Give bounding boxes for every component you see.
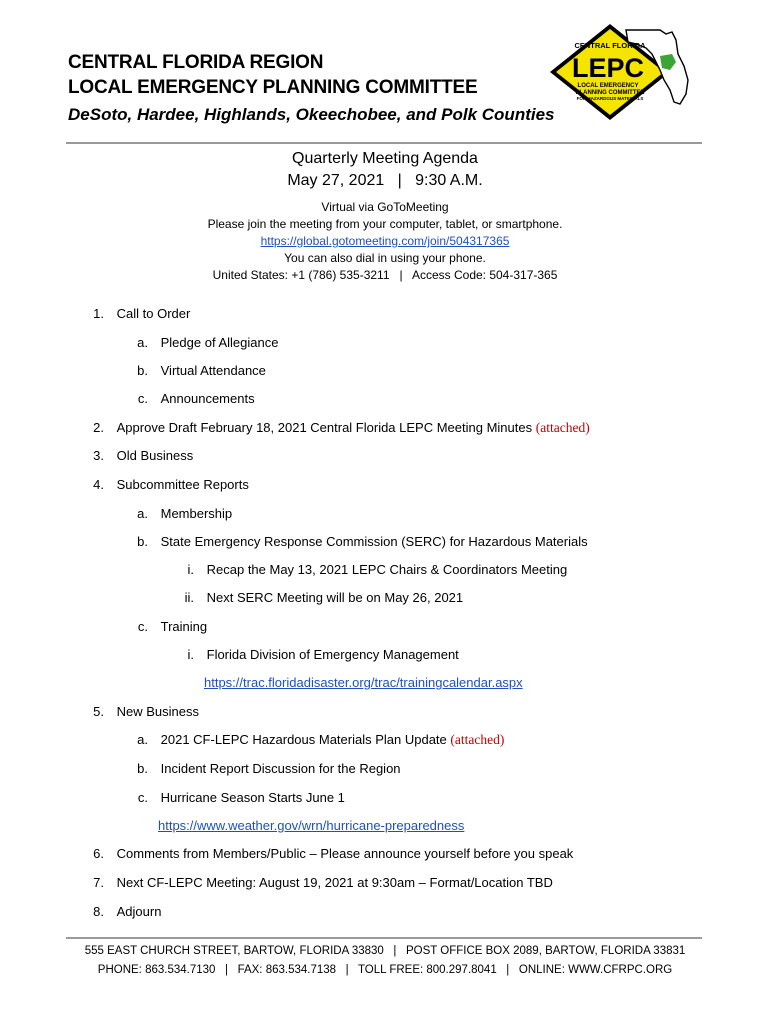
item-number: i. <box>187 562 194 577</box>
item-text: Florida Division of Emergency Management <box>206 647 459 662</box>
item-number: a. <box>137 506 148 521</box>
item-text: 2021 CF-LEPC Hazardous Materials Plan Update <box>160 732 447 747</box>
item-number: 2. <box>93 420 104 435</box>
item-text: Adjourn <box>116 904 162 919</box>
agenda-subitem-pledge <box>130 334 278 352</box>
item-text: Comments from Members/Public – Please announce yourself before you speak <box>116 846 574 861</box>
agenda-item-comments <box>86 845 573 863</box>
logo-sub-line2: PLANNING COMMITTEE <box>575 90 645 96</box>
footer-divider <box>66 937 702 939</box>
footer-contact: PHONE: 863.534.7130 | FAX: 863.534.7138 | TOLL FREE: 800.297.8041 | ONLINE: WWW.CFRPC.ORG <box>97 964 673 976</box>
item-text: Recap the May 13, 2021 LEPC Chairs & Coordinators Meeting <box>206 562 568 577</box>
agenda-subitem-training <box>130 618 207 636</box>
agenda-subitem-announcements <box>130 390 255 408</box>
item-number: 4. <box>93 477 104 492</box>
item-text: Next CF-LEPC Meeting: August 19, 2021 at 9:30am – Format/Location TBD <box>116 875 553 890</box>
dial-in-details: United States: +1 (786) 535-3211 | Access Code: 504-317-365 <box>212 268 558 282</box>
item-number: 5. <box>93 704 104 719</box>
logo-sub-line3: FOR HAZARDOUS MATERIALS <box>576 96 644 101</box>
agenda-subsubitem-recap <box>172 561 567 579</box>
agenda-item-new-business <box>86 703 199 721</box>
training-calendar-link-row <box>204 674 523 692</box>
agenda-item-old-business <box>86 447 193 465</box>
agenda-item-call-to-order <box>86 305 190 323</box>
item-number: 8. <box>93 904 104 919</box>
agenda-subitem-attendance <box>130 362 266 380</box>
item-number: c. <box>137 391 148 406</box>
item-text: New Business <box>116 704 199 719</box>
item-number: ii. <box>184 590 194 605</box>
meeting-platform: Virtual via GoToMeeting <box>321 200 449 214</box>
header-divider <box>66 142 702 144</box>
item-number: a. <box>137 335 148 350</box>
agenda-item-approve-minutes <box>86 419 590 437</box>
agenda-title: Quarterly Meeting Agenda <box>292 150 478 167</box>
agenda-subitem-plan-update <box>130 731 504 749</box>
item-text: Old Business <box>116 448 194 463</box>
counties-subtitle: DeSoto, Hardee, Highlands, Okeechobee, and Polk Counties <box>68 105 555 124</box>
item-text: Hurricane Season Starts June 1 <box>160 790 345 805</box>
logo-top-text: CENTRAL FLORIDA <box>574 41 646 50</box>
agenda-item-adjourn <box>86 903 161 921</box>
hurricane-link-row <box>158 817 464 835</box>
agenda-subsubitem-next-serc <box>172 589 463 607</box>
meeting-join-instructions: Please join the meeting from your computer, tablet, or smartphone. <box>207 217 563 231</box>
agenda-subsubitem-fdem <box>172 646 459 664</box>
agenda-subitem-membership <box>130 505 232 523</box>
lepc-logo-graphic <box>548 20 708 125</box>
meeting-link[interactable]: https://global.gotomeeting.com/join/504317365 <box>260 234 510 248</box>
item-number: c. <box>137 790 148 805</box>
logo-main-text: LEPC <box>571 53 645 83</box>
agenda-subitem-serc <box>130 533 588 551</box>
dial-in-instructions: You can also dial in using your phone. <box>284 251 486 265</box>
agenda-item-subcommittee-reports <box>86 476 249 494</box>
item-text: Next SERC Meeting will be on May 26, 2021 <box>206 590 464 605</box>
item-text: Subcommittee Reports <box>116 477 249 492</box>
agenda-subitem-hurricane-season <box>130 789 345 807</box>
item-text: Incident Report Discussion for the Region <box>160 761 401 776</box>
agenda-item-next-meeting <box>86 874 553 892</box>
agenda-subitem-incident-report <box>130 760 401 778</box>
lepc-logo <box>548 20 708 125</box>
hurricane-preparedness-link[interactable]: https://www.weather.gov/wrn/hurricane-preparedness <box>158 818 465 833</box>
item-number: b. <box>137 534 148 549</box>
item-number: c. <box>137 619 148 634</box>
item-text: Call to Order <box>116 306 191 321</box>
attached-note: (attached) <box>450 732 505 747</box>
training-calendar-link[interactable]: https://trac.floridadisaster.org/trac/trainingcalendar.aspx <box>204 675 523 690</box>
item-text: Training <box>160 619 208 634</box>
item-number: i. <box>187 647 194 662</box>
item-text: State Emergency Response Commission (SERC) for Hazardous Materials <box>160 534 588 549</box>
item-number: b. <box>137 363 148 378</box>
item-number: 6. <box>93 846 104 861</box>
agenda-date-time: May 27, 2021 | 9:30 A.M. <box>287 172 483 189</box>
item-text: Virtual Attendance <box>160 363 266 378</box>
item-text: Pledge of Allegiance <box>160 335 279 350</box>
org-name-line1: CENTRAL FLORIDA REGION <box>68 52 324 73</box>
attached-note: (attached) <box>535 420 590 435</box>
item-number: 7. <box>93 875 104 890</box>
item-number: 3. <box>93 448 104 463</box>
org-name-line2: LOCAL EMERGENCY PLANNING COMMITTEE <box>68 77 478 98</box>
item-text: Approve Draft February 18, 2021 Central Florida LEPC Meeting Minutes <box>116 420 533 435</box>
meeting-link-row <box>0 233 770 250</box>
item-number: 1. <box>93 306 104 321</box>
item-text: Membership <box>160 506 233 521</box>
footer-address: 555 EAST CHURCH STREET, BARTOW, FLORIDA 33830 | POST OFFICE BOX 2089, BARTOW, FLORIDA 33831 <box>84 945 686 957</box>
item-number: b. <box>137 761 148 776</box>
item-number: a. <box>137 732 148 747</box>
item-text: Announcements <box>160 391 255 406</box>
logo-sub-line1: LOCAL EMERGENCY <box>577 83 639 89</box>
